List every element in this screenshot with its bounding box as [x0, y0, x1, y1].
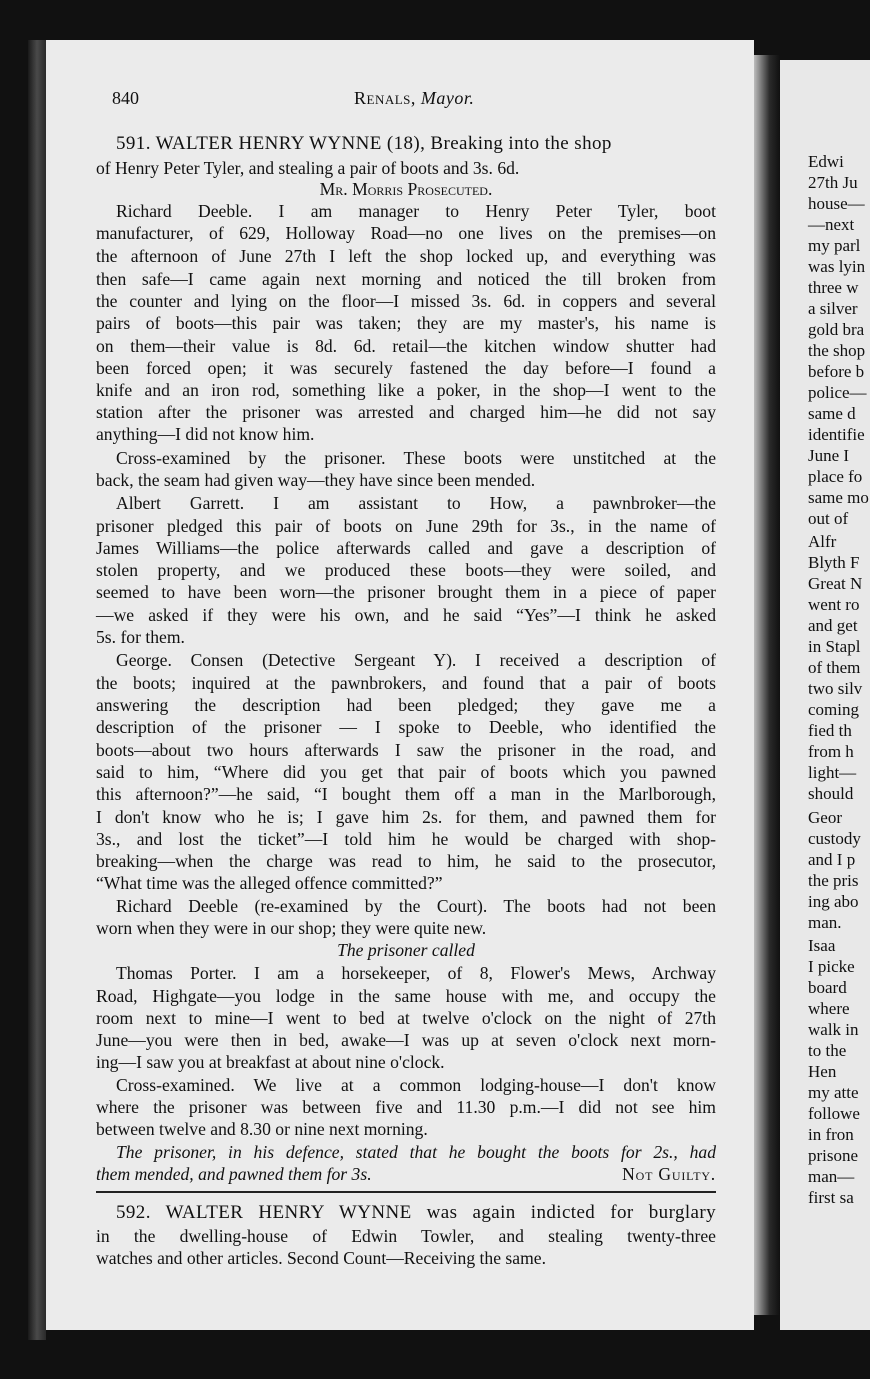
- rp-line: —next: [808, 215, 855, 234]
- text-line: in the dwelling-house of Edwin Towler, and stealing twenty-three: [96, 1226, 716, 1246]
- text-line: the boots; inquired at the pawnbrokers, and found that a pair of boots: [96, 673, 716, 693]
- rp-line: my parl: [808, 236, 861, 255]
- rp-line: custody: [808, 829, 861, 848]
- text-line: answering the description had been pledged; they gave me a: [96, 695, 716, 715]
- rp-line: Great N: [808, 574, 863, 593]
- text-line: prisoner pledged this pair of boots on June 29th for 3s., in the name of: [96, 516, 716, 536]
- rp-line: from h: [808, 742, 854, 761]
- text-line: said to him, “Where did you get that pair of boots which you pawned: [96, 762, 716, 782]
- rp-line: I picke: [808, 957, 855, 976]
- text-line: room next to mine—I went to bed at twelve o'clock on the night of 27th: [96, 1008, 716, 1028]
- text-line: been forced open; it was securely fastened the day before—I found a: [96, 358, 716, 378]
- rp-line: should: [808, 784, 854, 803]
- rp-line: the pris: [808, 871, 859, 890]
- rp-line: a silver: [808, 299, 858, 318]
- rp-line: Geor: [808, 808, 842, 827]
- text-line: the counter and lying on the floor—I missed 3s. 6d. in coppers and several: [96, 291, 716, 311]
- rp-line: light—: [808, 763, 857, 782]
- rp-line: coming: [808, 700, 859, 719]
- case-heading: 592. WALTER HENRY WYNNE was again indicted for burglary: [116, 1202, 716, 1223]
- rp-line: place fo: [808, 467, 863, 486]
- text-line: where the prisoner was between five and 11.30 p.m.—I did not see him: [96, 1097, 716, 1117]
- text-line: James Williams—the police afterwards called and gave a description of: [96, 538, 716, 558]
- text-line: of Henry Peter Tyler, and stealing a pair of boots and 3s. 6d.: [96, 158, 520, 178]
- rp-line: in fron: [808, 1125, 854, 1144]
- rp-line: where: [808, 999, 850, 1018]
- text-line: boots—about two hours afterwards I saw the prisoner in the road, and: [96, 740, 716, 760]
- rp-line: identifie: [808, 425, 865, 444]
- text-line: I don't know who he is; I gave him 2s. for them, and pawned them for: [96, 807, 716, 827]
- rp-line: police—: [808, 383, 867, 402]
- running-header: [112, 88, 492, 114]
- rp-line: house—: [808, 194, 865, 213]
- rp-line: three w: [808, 278, 859, 297]
- text-line: between twelve and 8.30 or nine next morning.: [96, 1119, 428, 1139]
- text-line: ing—I saw you at breakfast at about nine o'clock.: [96, 1052, 445, 1072]
- witness-garrett: Albert Garrett. I am assistant to How, a pawnbroker—the: [116, 493, 716, 513]
- text-line: seemed to have been worn—the prisoner brought them in a piece of paper: [96, 582, 716, 602]
- text-line: breaking—when the charge was read to him, he said to the prosecutor,: [96, 851, 716, 871]
- rp-line: walk in: [808, 1020, 859, 1039]
- text-line: June—you were then in bed, awake—I was up at seven o'clock next morn-: [96, 1030, 716, 1050]
- prisoner-called: The prisoner called: [337, 940, 475, 960]
- rp-line: out of: [808, 509, 849, 528]
- rp-line: was lyin: [808, 257, 866, 276]
- text-line: then safe—I came again next morning and noticed the till broken from: [96, 269, 716, 289]
- text-line: watches and other articles. Second Count—Receiving the same.: [96, 1248, 546, 1268]
- text-line: “What time was the alleged offence committed?”: [96, 873, 443, 893]
- running-head-title: Mayor.: [420, 88, 475, 108]
- text-line: Road, Highgate—you lodge in the same house with me, and occupy the: [96, 986, 716, 1006]
- case-heading: 591. WALTER HENRY WYNNE (18), Breaking into the shop: [116, 133, 612, 154]
- rp-line: went ro: [808, 595, 860, 614]
- rp-line: and I p: [808, 850, 856, 869]
- text-line: description of the prisoner — I spoke to Deeble, who identified the: [96, 717, 716, 737]
- text-line: knife and an iron rod, something like a poker, in the shop—I went to the: [96, 380, 716, 400]
- rp-line: fied th: [808, 721, 852, 740]
- book-gutter: [28, 40, 46, 1340]
- rp-line: man—: [808, 1167, 855, 1186]
- page-number: 840: [112, 88, 139, 108]
- rp-line: Alfr: [808, 532, 837, 551]
- rp-line: first sa: [808, 1188, 854, 1207]
- rp-line: prisone: [808, 1146, 859, 1165]
- rp-line: Edwi: [808, 152, 844, 171]
- text-line: 3s., and lost the ticket”—I told him he would be charged with shop-: [96, 829, 716, 849]
- text-line: worn when they were in our shop; they were quite new.: [96, 918, 487, 938]
- case-divider: [96, 1191, 716, 1193]
- rp-line: two silv: [808, 679, 863, 698]
- rp-line: gold bra: [808, 320, 865, 339]
- text-line: 5s. for them.: [96, 627, 185, 647]
- right-page-fragment: [780, 60, 870, 1330]
- text-line: the afternoon of June 27th I left the shop locked up, and everything was: [96, 246, 716, 266]
- rp-line: 27th Ju: [808, 173, 858, 192]
- rp-line: before b: [808, 362, 865, 381]
- rp-line: and get: [808, 616, 858, 635]
- text-line: anything—I did not know him.: [96, 424, 315, 444]
- rp-line: same mo: [808, 488, 869, 507]
- rp-line: the shop: [808, 341, 866, 360]
- witness-consen: George. Consen (Detective Sergeant Y). I received a description of: [116, 650, 716, 670]
- rp-line: to the: [808, 1041, 847, 1060]
- witness-porter: Thomas Porter. I am a horsekeeper, of 8, Flower's Mews, Archway: [116, 963, 716, 983]
- verdict: Not Guilty.: [622, 1164, 716, 1184]
- prosecutor-line: Mr. Morris Prosecuted.: [319, 179, 493, 199]
- page-edge-shadow: [754, 55, 780, 1315]
- rp-line: Hen: [808, 1062, 837, 1081]
- running-head-name: Renals,: [354, 88, 416, 108]
- text-line: this afternoon?”—he said, “I bought them off a man in the Marlborough,: [96, 784, 716, 804]
- text-line: station after the prisoner was arrested and charged him—he did not say: [96, 402, 716, 422]
- rp-line: ing abo: [808, 892, 859, 911]
- rp-line: my atte: [808, 1083, 859, 1102]
- rp-line: June I: [808, 446, 850, 465]
- cross-exam: Cross-examined by the prisoner. These boots were unstitched at the: [116, 448, 716, 468]
- text-line: them mended, and pawned them for 3s.: [96, 1164, 372, 1184]
- rp-line: man.: [808, 913, 842, 932]
- running-head: [354, 88, 474, 109]
- cross-exam-porter: Cross-examined. We live at a common lodging-house—I don't know: [116, 1075, 716, 1095]
- witness-deeble: Richard Deeble. I am manager to Henry Peter Tyler, boot: [116, 201, 716, 221]
- text-line: manufacturer, of 629, Holloway Road—no one lives on the premises—on: [96, 223, 716, 243]
- rp-line: same d: [808, 404, 856, 423]
- rp-line: of them: [808, 658, 861, 677]
- rp-line: followe: [808, 1104, 860, 1123]
- re-examination: Richard Deeble (re-examined by the Court). The boots had not been: [116, 896, 716, 916]
- prisoner-defence: The prisoner, in his defence, stated that he bought the boots for 2s., had: [116, 1142, 716, 1162]
- rp-line: in Stapl: [808, 637, 861, 656]
- text-line: stolen property, and we produced these boots—they were soiled, and: [96, 560, 716, 580]
- rp-line: Blyth F: [808, 553, 860, 572]
- text-line: pairs of boots—this pair was taken; they are my master's, his name is: [96, 313, 716, 333]
- text-line: —we asked if they were his own, and he said “Yes”—I think he asked: [96, 605, 716, 625]
- rp-line: board: [808, 978, 847, 997]
- text-line: on them—their value is 8d. 6d. retail—the kitchen window shutter had: [96, 336, 716, 356]
- rp-line: Isaa: [808, 936, 836, 955]
- text-line: back, the seam had given way—they have since been mended.: [96, 470, 536, 490]
